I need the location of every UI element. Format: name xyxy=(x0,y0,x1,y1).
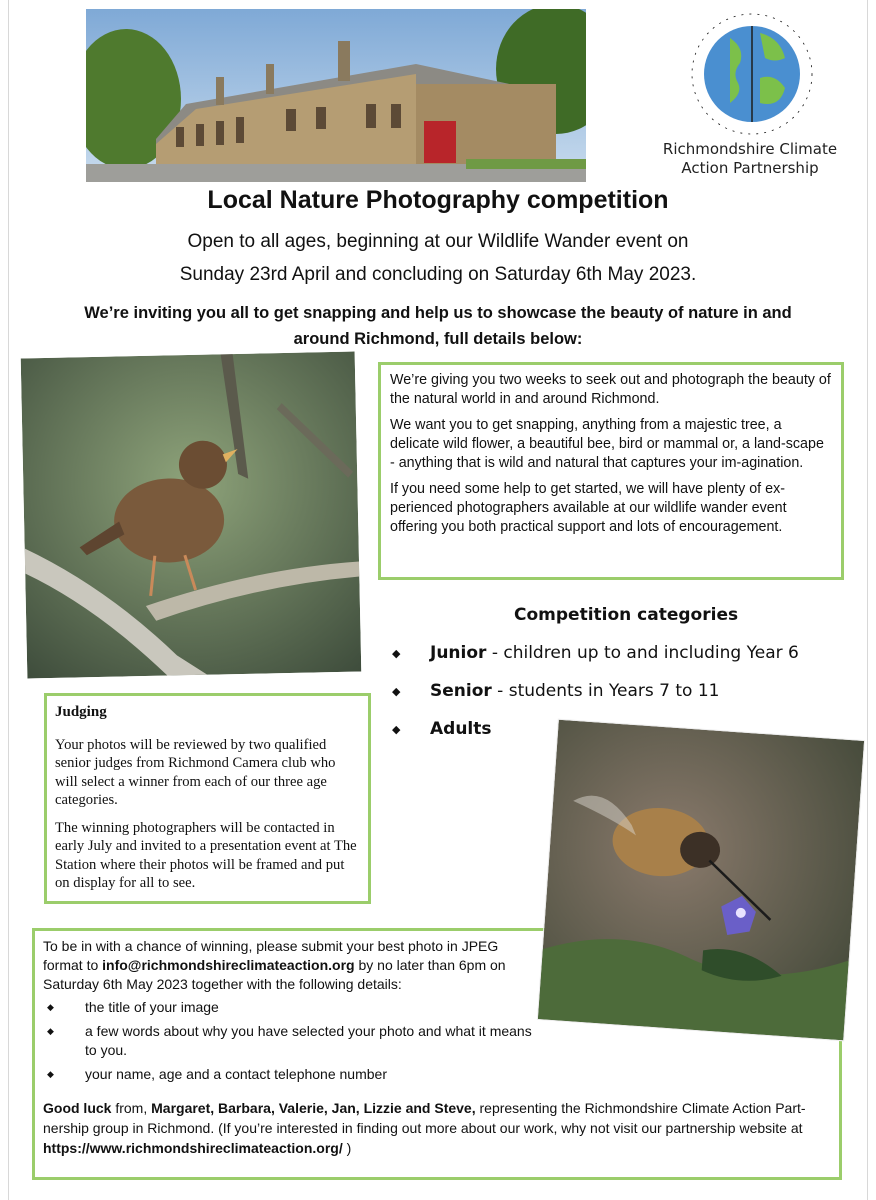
categories-heading: Competition categories xyxy=(514,605,739,625)
good-luck-label: Good luck xyxy=(43,1100,112,1116)
judging-paragraph-1: Your photos will be reviewed by two qualified senior judges from Richmond Camera club who will select a winner from each of our three age categories. xyxy=(55,736,336,808)
category-adults xyxy=(392,719,492,739)
description-paragraph-2: We want you to get snapping, anything from a majestic tree, a delicate wild flower, a beautiful bee, bird or mammal or, a land-scape - anything that is wild and natural that captures your im-agination. xyxy=(390,417,824,471)
station-building-photo xyxy=(86,9,586,182)
diamond-bullet-icon: ◆ xyxy=(392,646,401,660)
submission-lead-b: by no later than 6pm on Saturday 6th May 2023 together with the following details: xyxy=(43,957,506,992)
logo-org-name-line1: Richmondshire Climate xyxy=(662,140,838,158)
competition-description-box xyxy=(378,362,844,580)
list-item: ◆ your name, age and a contact telephone number xyxy=(43,1065,543,1084)
judging-box xyxy=(44,693,371,904)
list-item: ◆ a few words about why you have selected your photo and what it means to you. xyxy=(43,1022,543,1060)
submission-lead-a: To be in with a chance of winning, please submit your best photo in JPEG format to xyxy=(43,938,499,973)
bee-fly-photo xyxy=(538,720,864,1041)
category-name: Adults xyxy=(430,719,492,739)
description-paragraph-3: If you need some help to get started, we will have plenty of ex-perienced photographers available at our wildlife wander event offering you both practical support and lots of encouragement. xyxy=(390,481,787,535)
submission-instructions xyxy=(43,937,533,994)
logo-org-name-line2: Action Partnership xyxy=(681,159,819,177)
organiser-names: Margaret, Barbara, Valerie, Jan, Lizzie and Steve, xyxy=(151,1100,476,1116)
diamond-bullet-icon: ◆ xyxy=(392,684,401,698)
intro-line-1: Open to all ages, beginning at our Wildlife Wander event on xyxy=(187,231,689,252)
list-item: ◆ the title of your image xyxy=(43,998,543,1017)
good-luck-message xyxy=(43,1098,831,1158)
invitation-text xyxy=(40,300,836,352)
closing-paren: ) xyxy=(342,1140,352,1156)
diamond-bullet-icon: ◆ xyxy=(392,722,401,736)
website-link[interactable]: https://www.richmondshireclimateaction.org/ xyxy=(43,1140,343,1156)
description-paragraph-1: We’re giving you two weeks to seek out and photograph the beauty of the natural world in and around Richmond. xyxy=(390,372,831,407)
wren-bird-photo xyxy=(21,352,362,679)
logo-org-name xyxy=(650,140,850,178)
category-junior xyxy=(392,643,799,663)
category-name: Junior xyxy=(430,643,487,663)
category-name: Senior xyxy=(430,681,492,701)
category-desc: - children up to and including Year 6 xyxy=(486,643,799,663)
invitation-line-2: around Richmond, full details below: xyxy=(293,330,583,348)
category-desc: - students in Years 7 to 11 xyxy=(491,681,720,701)
judging-paragraph-2: The winning photographers will be contacted in early July and invited to a presentation event at The Station where their photos will be framed and put on display for all to see. xyxy=(55,819,357,891)
invitation-line-1: We’re inviting you all to get snapping and help us to showcase the beauty of nature in and xyxy=(84,304,792,322)
page-title: Local Nature Photography competition xyxy=(207,186,669,214)
good-luck-from: from, xyxy=(111,1100,152,1116)
category-senior xyxy=(392,681,719,701)
submission-email-link[interactable]: info@richmondshireclimateaction.org xyxy=(102,957,355,973)
judging-heading: Judging xyxy=(55,704,107,720)
intro-line-2: Sunday 23rd April and concluding on Saturday 6th May 2023. xyxy=(179,264,697,285)
good-luck-rest: representing the Richmondshire Climate Action Part-nership group in Richmond. (If you’re interested in finding out more about our work, why not visit our partnership website at xyxy=(43,1100,806,1136)
